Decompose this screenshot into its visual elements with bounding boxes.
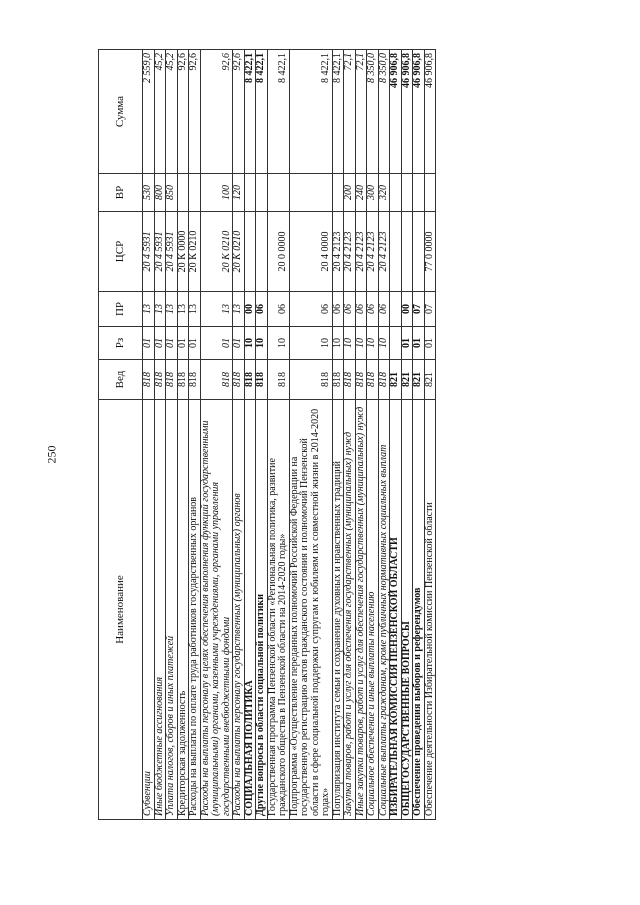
row-rz: 10: [332, 327, 344, 360]
table-row: [289, 50, 332, 820]
row-name: Другие вопросы в области социальной политики: [256, 400, 268, 820]
table-row: [189, 50, 201, 820]
row-pr: 13: [154, 292, 166, 327]
row-ved: 818: [355, 360, 367, 400]
table-row: [355, 50, 367, 820]
row-sum: 45,2: [166, 50, 178, 174]
row-pr: 13: [200, 292, 233, 327]
col-header-ved: Вед: [99, 360, 143, 400]
table-row: [401, 50, 413, 820]
row-csr: [401, 212, 413, 292]
col-header-csr: ЦСР: [99, 212, 143, 292]
row-vr: [413, 174, 425, 212]
row-csr: [413, 212, 425, 292]
table-row: [390, 50, 402, 820]
col-header-name: Наименование: [99, 400, 143, 820]
row-vr: [189, 174, 201, 212]
col-header-sum: Сумма: [99, 50, 143, 174]
row-name: Иные закупки товаров, работ и услуг для обеспечения государственных (муниципальных) нужд: [355, 400, 367, 820]
row-csr: 20 4 5931: [166, 212, 178, 292]
table-row: [143, 50, 155, 820]
row-sum: 8 350,0: [367, 50, 379, 174]
row-name: Закупка товаров, работ и услуг для обеспечения государственных (муниципальных) нужд: [344, 400, 356, 820]
row-csr: 20 К 0000: [177, 212, 189, 292]
row-name: Обеспечение деятельности Избирательной комиссии Пензенской области: [424, 400, 436, 820]
row-name: ИЗБИРАТЕЛЬНАЯ КОМИССИЯ ПЕНЗЕНСКОЙ ОБЛАСТИ: [390, 400, 402, 820]
row-name: Социальное обеспечение и иные выплаты населению: [367, 400, 379, 820]
table-row: [233, 50, 245, 820]
row-ved: 821: [413, 360, 425, 400]
table-row: [413, 50, 425, 820]
row-sum: 92,6: [233, 50, 245, 174]
row-rz: 01: [154, 327, 166, 360]
row-vr: 300: [367, 174, 379, 212]
row-name: Кредиторская задолженность: [177, 400, 189, 820]
row-csr: 20 4 5931: [143, 212, 155, 292]
row-sum: 46 906,8: [390, 50, 402, 174]
row-ved: 818: [233, 360, 245, 400]
row-ved: 818: [244, 360, 256, 400]
row-name: Иные бюджетные ассигнования: [154, 400, 166, 820]
row-csr: 20 4 0000: [289, 212, 332, 292]
row-rz: 01: [189, 327, 201, 360]
row-pr: 00: [244, 292, 256, 327]
row-ved: 818: [143, 360, 155, 400]
row-pr: 06: [378, 292, 390, 327]
row-vr: 200: [344, 174, 356, 212]
row-name: Расходы на выплаты персоналу в целях обеспечения выполнения функций государственными (муниципальными) органами, казенными учреждениями, органами управления государственными внебюджетными фондами: [200, 400, 233, 820]
budget-table: [98, 49, 436, 820]
row-ved: 818: [367, 360, 379, 400]
row-vr: 100: [200, 174, 233, 212]
row-vr: 240: [355, 174, 367, 212]
row-name: Популяризация института семьи и сохранение духовных и нравственных традиций: [332, 400, 344, 820]
row-vr: [267, 174, 289, 212]
row-pr: 06: [256, 292, 268, 327]
row-sum: 72,1: [344, 50, 356, 174]
table-row: [267, 50, 289, 820]
row-ved: 818: [166, 360, 178, 400]
table-body: [143, 50, 436, 820]
row-csr: 20 К 0210: [189, 212, 201, 292]
row-csr: 77 0 0000: [424, 212, 436, 292]
row-vr: [289, 174, 332, 212]
row-name: Расходы на выплаты по оплате труда работников государственных органов: [189, 400, 201, 820]
col-header-vr: ВР: [99, 174, 143, 212]
row-pr: 06: [267, 292, 289, 327]
page-number: 250: [44, 445, 59, 464]
row-csr: 20 4 2123: [367, 212, 379, 292]
row-ved: 818: [289, 360, 332, 400]
rotated-page: [98, 50, 528, 820]
table-row: [244, 50, 256, 820]
row-ved: 818: [378, 360, 390, 400]
row-name: ОБЩЕГОСУДАРСТВЕННЫЕ ВОПРОСЫ: [401, 400, 413, 820]
table-row: [166, 50, 178, 820]
row-rz: 10: [355, 327, 367, 360]
row-vr: [177, 174, 189, 212]
table-row: [332, 50, 344, 820]
row-vr: [256, 174, 268, 212]
row-csr: [390, 212, 402, 292]
row-pr: 13: [143, 292, 155, 327]
row-csr: 20 4 2123: [344, 212, 356, 292]
table-row: [344, 50, 356, 820]
row-csr: 20 4 5931: [154, 212, 166, 292]
row-rz: 01: [424, 327, 436, 360]
row-name: Подпрограмма «Осуществление переданных полномочий Российской Федерации на государственную регистрацию актов гражданского состояния и полномочий Пензенской области в сфере социальной поддержки супругам к юбилеям их совместной жизни в 2014-2020 годах»: [289, 400, 332, 820]
row-rz: 01: [200, 327, 233, 360]
row-rz: 01: [413, 327, 425, 360]
row-pr: 13: [189, 292, 201, 327]
row-vr: [390, 174, 402, 212]
row-pr: [390, 292, 402, 327]
row-rz: 10: [267, 327, 289, 360]
row-rz: 10: [289, 327, 332, 360]
row-vr: 850: [166, 174, 178, 212]
row-name: Субвенции: [143, 400, 155, 820]
row-sum: 8 422,1: [244, 50, 256, 174]
row-name: Уплата налогов, сборов и иных платежей: [166, 400, 178, 820]
row-csr: 20 4 2123: [332, 212, 344, 292]
row-sum: 8 422,1: [289, 50, 332, 174]
row-sum: 46 906,8: [424, 50, 436, 174]
row-sum: 8 422,1: [332, 50, 344, 174]
row-ved: 818: [200, 360, 233, 400]
table-row: [424, 50, 436, 820]
row-ved: 821: [390, 360, 402, 400]
row-sum: 92,6: [189, 50, 201, 174]
row-name: Социальные выплаты гражданам, кроме публичных нормативных социальных выплат: [378, 400, 390, 820]
row-name: Государственная программа Пензенской области «Региональная политика, развитие гражданского общества в Пензенской области на 2014-2020 годы»: [267, 400, 289, 820]
row-csr: [244, 212, 256, 292]
row-ved: 821: [424, 360, 436, 400]
row-pr: 06: [289, 292, 332, 327]
row-vr: 120: [233, 174, 245, 212]
row-vr: [401, 174, 413, 212]
row-ved: 818: [154, 360, 166, 400]
row-vr: 530: [143, 174, 155, 212]
col-header-rz: Рз: [99, 327, 143, 360]
row-sum: 72,1: [355, 50, 367, 174]
row-sum: 8 422,1: [267, 50, 289, 174]
row-csr: 20 4 2123: [378, 212, 390, 292]
row-pr: 13: [177, 292, 189, 327]
row-rz: 10: [367, 327, 379, 360]
row-rz: [390, 327, 402, 360]
row-pr: 06: [332, 292, 344, 327]
row-vr: [424, 174, 436, 212]
row-pr: 07: [413, 292, 425, 327]
row-rz: 10: [344, 327, 356, 360]
row-rz: 01: [166, 327, 178, 360]
row-csr: [256, 212, 268, 292]
row-sum: 46 906,8: [401, 50, 413, 174]
row-csr: 20 4 2123: [355, 212, 367, 292]
row-pr: 07: [424, 292, 436, 327]
row-csr: 20 К 0210: [200, 212, 233, 292]
row-sum: 8 350,0: [378, 50, 390, 174]
row-pr: 13: [233, 292, 245, 327]
row-rz: 10: [244, 327, 256, 360]
row-sum: 92,6: [177, 50, 189, 174]
row-pr: 06: [344, 292, 356, 327]
row-sum: 2 559,0: [143, 50, 155, 174]
row-vr: [244, 174, 256, 212]
row-name: СОЦИАЛЬНАЯ ПОЛИТИКА: [244, 400, 256, 820]
row-pr: 06: [367, 292, 379, 327]
row-csr: 20 0 0000: [267, 212, 289, 292]
table-header-row: [99, 50, 143, 820]
row-vr: [332, 174, 344, 212]
table-row: [256, 50, 268, 820]
row-ved: 818: [256, 360, 268, 400]
col-header-pr: ПР: [99, 292, 143, 327]
row-rz: 01: [177, 327, 189, 360]
row-rz: 10: [378, 327, 390, 360]
row-ved: 818: [267, 360, 289, 400]
table-row: [154, 50, 166, 820]
row-ved: 818: [177, 360, 189, 400]
row-sum: 8 422,1: [256, 50, 268, 174]
row-ved: 818: [332, 360, 344, 400]
row-sum: 92,6: [200, 50, 233, 174]
row-pr: 06: [355, 292, 367, 327]
row-name: Обеспечение проведения выборов и референдумов: [413, 400, 425, 820]
row-ved: 821: [401, 360, 413, 400]
row-sum: 46 906,8: [413, 50, 425, 174]
row-pr: 13: [166, 292, 178, 327]
row-pr: 00: [401, 292, 413, 327]
table-row: [200, 50, 233, 820]
row-name: Расходы на выплаты персоналу государственных (муниципальных) органов: [233, 400, 245, 820]
row-rz: 01: [233, 327, 245, 360]
table-row: [378, 50, 390, 820]
table-row: [367, 50, 379, 820]
row-sum: 45,2: [154, 50, 166, 174]
table-row: [177, 50, 189, 820]
row-ved: 818: [344, 360, 356, 400]
row-ved: 818: [189, 360, 201, 400]
row-rz: 01: [401, 327, 413, 360]
row-vr: 320: [378, 174, 390, 212]
row-vr: 800: [154, 174, 166, 212]
row-rz: 01: [143, 327, 155, 360]
row-rz: 10: [256, 327, 268, 360]
row-csr: 20 К 0210: [233, 212, 245, 292]
